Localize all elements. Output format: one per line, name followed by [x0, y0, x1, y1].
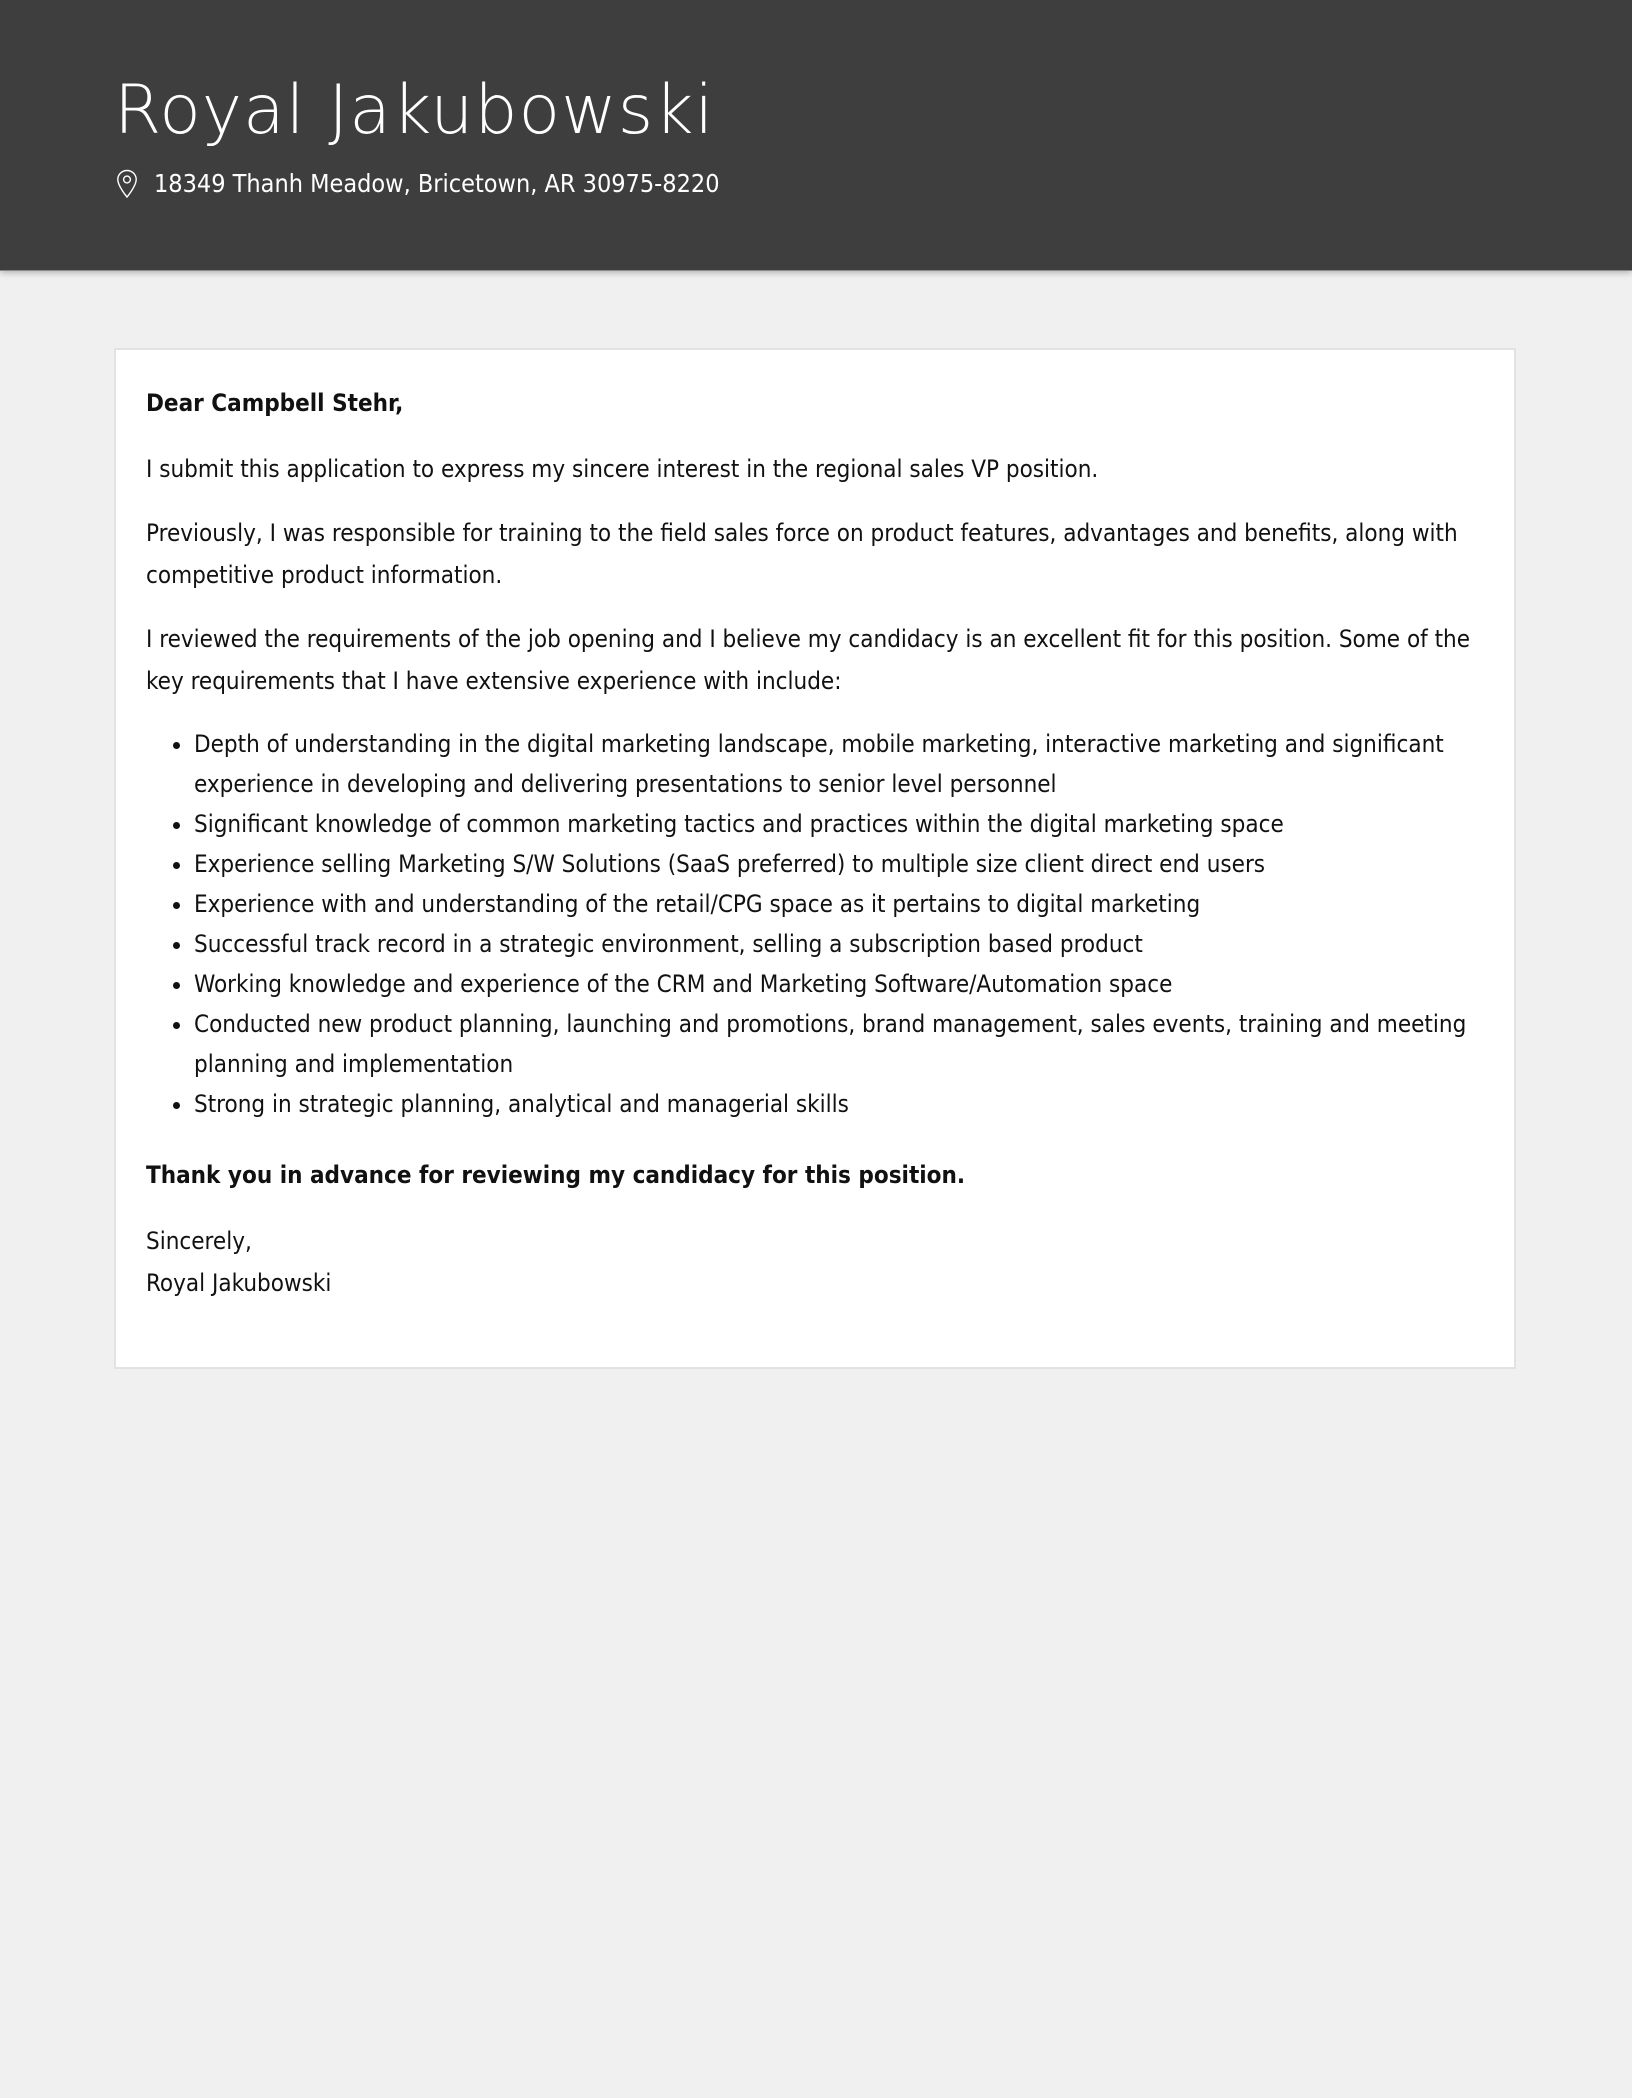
- list-item: • Experience selling Marketing S/W Solutions (SaaS preferred) to multiple size client direct end users: [194, 844, 1491, 884]
- requirements-intro-paragraph: I reviewed the requirements of the job opening and I believe my candidacy is an excellent fit for this position. Some of the key requirements that I have extensive experience with include:: [146, 625, 1471, 695]
- signature: Royal Jakubowski: [146, 1269, 332, 1297]
- list-item: • Depth of understanding in the digital marketing landscape, mobile marketing, interactive marketing and significant experience in developing and delivering presentations to senior level personnel: [194, 724, 1491, 804]
- applicant-name: Royal Jakubowski: [114, 71, 715, 150]
- list-item: • Conducted new product planning, launching and promotions, brand management, sales events, training and meeting planning and implementation: [194, 1004, 1491, 1084]
- list-item: • Successful track record in a strategic environment, selling a subscription based product: [194, 924, 1491, 964]
- list-item: • Significant knowledge of common marketing tactics and practices within the digital marketing space: [194, 804, 1491, 844]
- experience-paragraph: Previously, I was responsible for training to the field sales force on product features, advantages and benefits, along with competitive product information.: [146, 519, 1458, 589]
- requirements-list: [146, 724, 1491, 1124]
- letter-body: [146, 382, 1491, 1304]
- header-banner: [0, 0, 1632, 271]
- list-item: • Working knowledge and experience of the CRM and Marketing Software/Automation space: [194, 964, 1491, 1004]
- greeting: Dear Campbell Stehr,: [146, 389, 404, 417]
- address-text: 18349 Thanh Meadow, Bricetown, AR 30975-8220: [154, 169, 720, 198]
- list-item: • Experience with and understanding of the retail/CPG space as it pertains to digital marketing: [194, 884, 1491, 924]
- map-pin-icon: [116, 169, 138, 199]
- closing: Sincerely,: [146, 1227, 252, 1255]
- address-row: [116, 166, 720, 202]
- list-item: • Strong in strategic planning, analytical and managerial skills: [194, 1084, 1491, 1124]
- letter-card: [114, 348, 1516, 1369]
- thank-you-line: Thank you in advance for reviewing my candidacy for this position.: [146, 1161, 966, 1189]
- intro-paragraph: I submit this application to express my sincere interest in the regional sales VP position.: [146, 455, 1099, 483]
